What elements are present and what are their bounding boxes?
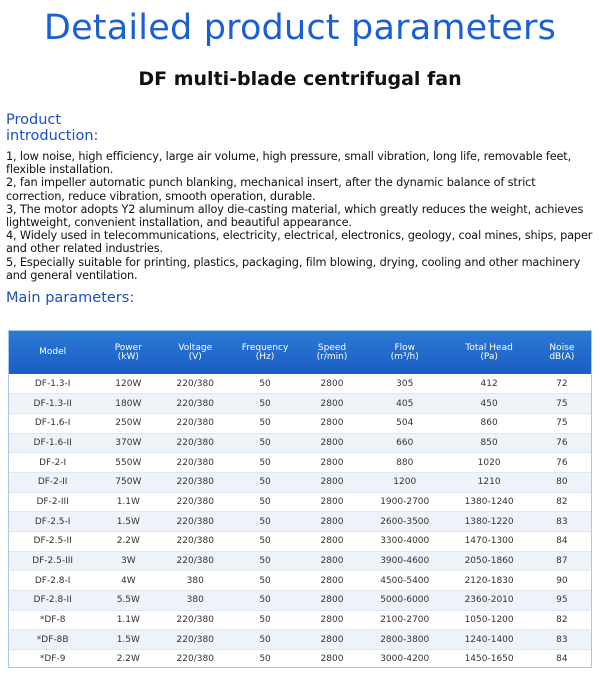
table-cell: 660 [364, 433, 445, 453]
table-cell: 76 [533, 433, 591, 453]
table-cell: 83 [533, 630, 591, 650]
table-cell: DF-2.5-III [9, 551, 96, 571]
table-cell: 1.1W [96, 492, 160, 512]
table-cell: 220/380 [160, 532, 230, 552]
table-cell: 1900-2700 [364, 492, 445, 512]
column-header [96, 331, 160, 374]
table-cell: 1210 [445, 472, 532, 492]
table-cell: 84 [533, 650, 591, 668]
table-cell: 90 [533, 571, 591, 591]
table-cell: 75 [533, 394, 591, 414]
table-cell: 76 [533, 453, 591, 473]
table-cell: 220/380 [160, 492, 230, 512]
table-cell: 860 [445, 413, 532, 433]
table-cell: 120W [96, 374, 160, 394]
table-cell: 2800 [300, 591, 364, 611]
intro-item-4: 4, Widely used in telecommunications, electricity, electrical, electronics, geology, coal mines, ships, paper and other related industries. [6, 229, 593, 256]
table-cell: 1.5W [96, 512, 160, 532]
table-cell: 50 [230, 591, 300, 611]
table-cell: 2.2W [96, 650, 160, 668]
table-row [9, 551, 591, 571]
product-introduction-heading: Product introduction: [6, 112, 99, 144]
table-cell: *DF-8 [9, 610, 96, 630]
table-cell: 83 [533, 512, 591, 532]
column-header-name: Noise [549, 342, 575, 353]
table-cell: 2800 [300, 571, 364, 591]
table-cell: 220/380 [160, 433, 230, 453]
table-cell: 1380-1240 [445, 492, 532, 512]
column-header-unit: dB(A) [549, 351, 575, 362]
intro-item-1: 1, low noise, high efficiency, large air volume, high pressure, small vibration, long life, removable feet, flexible installation. [6, 150, 572, 177]
table-cell: 220/380 [160, 551, 230, 571]
page-subtitle: DF multi-blade centrifugal fan [138, 68, 462, 90]
column-header [533, 331, 591, 374]
table-cell: 50 [230, 492, 300, 512]
table-row [9, 630, 591, 650]
table-cell: 220/380 [160, 630, 230, 650]
table-cell: 220/380 [160, 610, 230, 630]
table-cell: 2800 [300, 532, 364, 552]
table-cell: 220/380 [160, 453, 230, 473]
table-row [9, 492, 591, 512]
table-cell: 750W [96, 472, 160, 492]
parameters-table [9, 331, 591, 668]
table-cell: DF-2-I [9, 453, 96, 473]
table-cell: 82 [533, 492, 591, 512]
table-cell: *DF-9 [9, 650, 96, 668]
table-cell: 50 [230, 630, 300, 650]
table-cell: 84 [533, 532, 591, 552]
table-cell: 850 [445, 433, 532, 453]
table-cell: 2800 [300, 453, 364, 473]
table-cell: DF-2.5-II [9, 532, 96, 552]
table-cell: 4W [96, 571, 160, 591]
intro-item-3: 3, The motor adopts Y2 aluminum alloy die-casting material, which greatly reduces the weight, achieves lightweight, convenient installation, and beautiful appearance. [6, 202, 584, 230]
table-cell: 1470-1300 [445, 532, 532, 552]
table-row [9, 591, 591, 611]
table-cell: 2800 [300, 492, 364, 512]
table-cell: 82 [533, 610, 591, 630]
main-parameters-heading: Main parameters: [6, 290, 135, 306]
table-cell: 412 [445, 374, 532, 394]
column-header-unit: (m³/h) [390, 351, 419, 362]
table-cell: 2050-1860 [445, 551, 532, 571]
column-header [230, 331, 300, 374]
table-cell: 2800-3800 [364, 630, 445, 650]
table-cell: 87 [533, 551, 591, 571]
table-cell: 2800 [300, 394, 364, 414]
table-cell: 1.1W [96, 610, 160, 630]
column-header-name: Speed [317, 342, 347, 353]
column-header [364, 331, 445, 374]
table-row [9, 532, 591, 552]
table-cell: 1240-1400 [445, 630, 532, 650]
column-header-name: Total Head [465, 342, 513, 353]
table-cell: 2360-2010 [445, 591, 532, 611]
table-row [9, 472, 591, 492]
table-cell: 305 [364, 374, 445, 394]
table-cell: 50 [230, 433, 300, 453]
table-cell: 2.2W [96, 532, 160, 552]
column-header [9, 331, 96, 374]
table-cell: 220/380 [160, 512, 230, 532]
table-cell: 1050-1200 [445, 610, 532, 630]
table-cell: 50 [230, 413, 300, 433]
table-cell: 1.5W [96, 630, 160, 650]
table-cell: 2800 [300, 610, 364, 630]
table-row [9, 433, 591, 453]
table-row [9, 512, 591, 532]
column-header-unit: (Hz) [255, 351, 275, 362]
column-header-name: Voltage [178, 342, 213, 353]
parameters-table-container [8, 330, 592, 668]
table-cell: 3W [96, 551, 160, 571]
table-cell: 2800 [300, 650, 364, 668]
table-cell: 250W [96, 413, 160, 433]
column-header [160, 331, 230, 374]
table-cell: 50 [230, 650, 300, 668]
table-cell: DF-2.8-II [9, 591, 96, 611]
table-cell: DF-2-III [9, 492, 96, 512]
table-cell: 5000-6000 [364, 591, 445, 611]
table-cell: 2600-3500 [364, 512, 445, 532]
table-cell: 5.5W [96, 591, 160, 611]
table-cell: DF-2.5-I [9, 512, 96, 532]
table-cell: 50 [230, 512, 300, 532]
table-cell: DF-1.3-II [9, 394, 96, 414]
intro-item-5: 5, Especially suitable for printing, plastics, packaging, film blowing, drying, cooling and other machinery and general ventilation. [6, 255, 581, 282]
parameters-table-header [9, 331, 591, 374]
table-cell: 50 [230, 610, 300, 630]
table-cell: 220/380 [160, 472, 230, 492]
table-cell: 220/380 [160, 374, 230, 394]
table-row [9, 394, 591, 414]
table-cell: 72 [533, 374, 591, 394]
table-cell: 50 [230, 571, 300, 591]
table-cell: 370W [96, 433, 160, 453]
table-cell: 220/380 [160, 413, 230, 433]
table-row [9, 571, 591, 591]
column-header-unit: (Pa) [480, 351, 498, 362]
table-cell: 380 [160, 591, 230, 611]
table-cell: 2800 [300, 551, 364, 571]
table-cell: *DF-8B [9, 630, 96, 650]
column-header-name: Model [39, 347, 67, 357]
table-cell: DF-2-II [9, 472, 96, 492]
table-cell: DF-1.6-I [9, 413, 96, 433]
column-header-name: Frequency [241, 342, 289, 353]
table-cell: 1020 [445, 453, 532, 473]
intro-item-2: 2, fan impeller automatic punch blanking, mechanical insert, after the dynamic balance of strict correction, reduce vibration, smooth operation, durable. [6, 176, 536, 203]
product-introduction-text [6, 150, 596, 282]
column-header-name: Power [114, 342, 142, 353]
table-cell: 550W [96, 453, 160, 473]
table-cell: 80 [533, 472, 591, 492]
table-cell: 880 [364, 453, 445, 473]
table-cell: 1450-1650 [445, 650, 532, 668]
table-cell: DF-1.3-I [9, 374, 96, 394]
parameters-table-body [9, 374, 591, 668]
table-cell: 504 [364, 413, 445, 433]
table-cell: 2800 [300, 374, 364, 394]
table-cell: 50 [230, 453, 300, 473]
table-cell: 50 [230, 472, 300, 492]
table-cell: 95 [533, 591, 591, 611]
table-cell: 3300-4000 [364, 532, 445, 552]
table-cell: 450 [445, 394, 532, 414]
column-header [300, 331, 364, 374]
table-row [9, 610, 591, 630]
table-cell: 1380-1220 [445, 512, 532, 532]
table-cell: 2100-2700 [364, 610, 445, 630]
table-cell: 50 [230, 394, 300, 414]
column-header-unit: (V) [188, 351, 202, 362]
table-cell: 75 [533, 413, 591, 433]
table-cell: 50 [230, 374, 300, 394]
table-cell: DF-2.8-I [9, 571, 96, 591]
column-header [445, 331, 532, 374]
column-header-unit: (r/min) [316, 351, 348, 362]
table-cell: 50 [230, 551, 300, 571]
column-header-name: Flow [394, 342, 415, 353]
table-cell: 2800 [300, 512, 364, 532]
table-cell: 2800 [300, 630, 364, 650]
table-row [9, 413, 591, 433]
table-row [9, 374, 591, 394]
table-cell: 2800 [300, 433, 364, 453]
table-cell: 220/380 [160, 394, 230, 414]
table-cell: 220/380 [160, 650, 230, 668]
table-cell: 3000-4200 [364, 650, 445, 668]
column-header-unit: (kW) [117, 351, 139, 362]
table-cell: 50 [230, 532, 300, 552]
table-cell: 4500-5400 [364, 571, 445, 591]
table-cell: 405 [364, 394, 445, 414]
table-cell: 2120-1830 [445, 571, 532, 591]
table-cell: 3900-4600 [364, 551, 445, 571]
table-row [9, 453, 591, 473]
table-row [9, 650, 591, 668]
table-cell: 2800 [300, 472, 364, 492]
table-cell: DF-1.6-II [9, 433, 96, 453]
page-title: Detailed product parameters [43, 8, 557, 48]
table-cell: 2800 [300, 413, 364, 433]
table-cell: 380 [160, 571, 230, 591]
header-row [9, 331, 591, 374]
table-cell: 180W [96, 394, 160, 414]
table-cell: 1200 [364, 472, 445, 492]
